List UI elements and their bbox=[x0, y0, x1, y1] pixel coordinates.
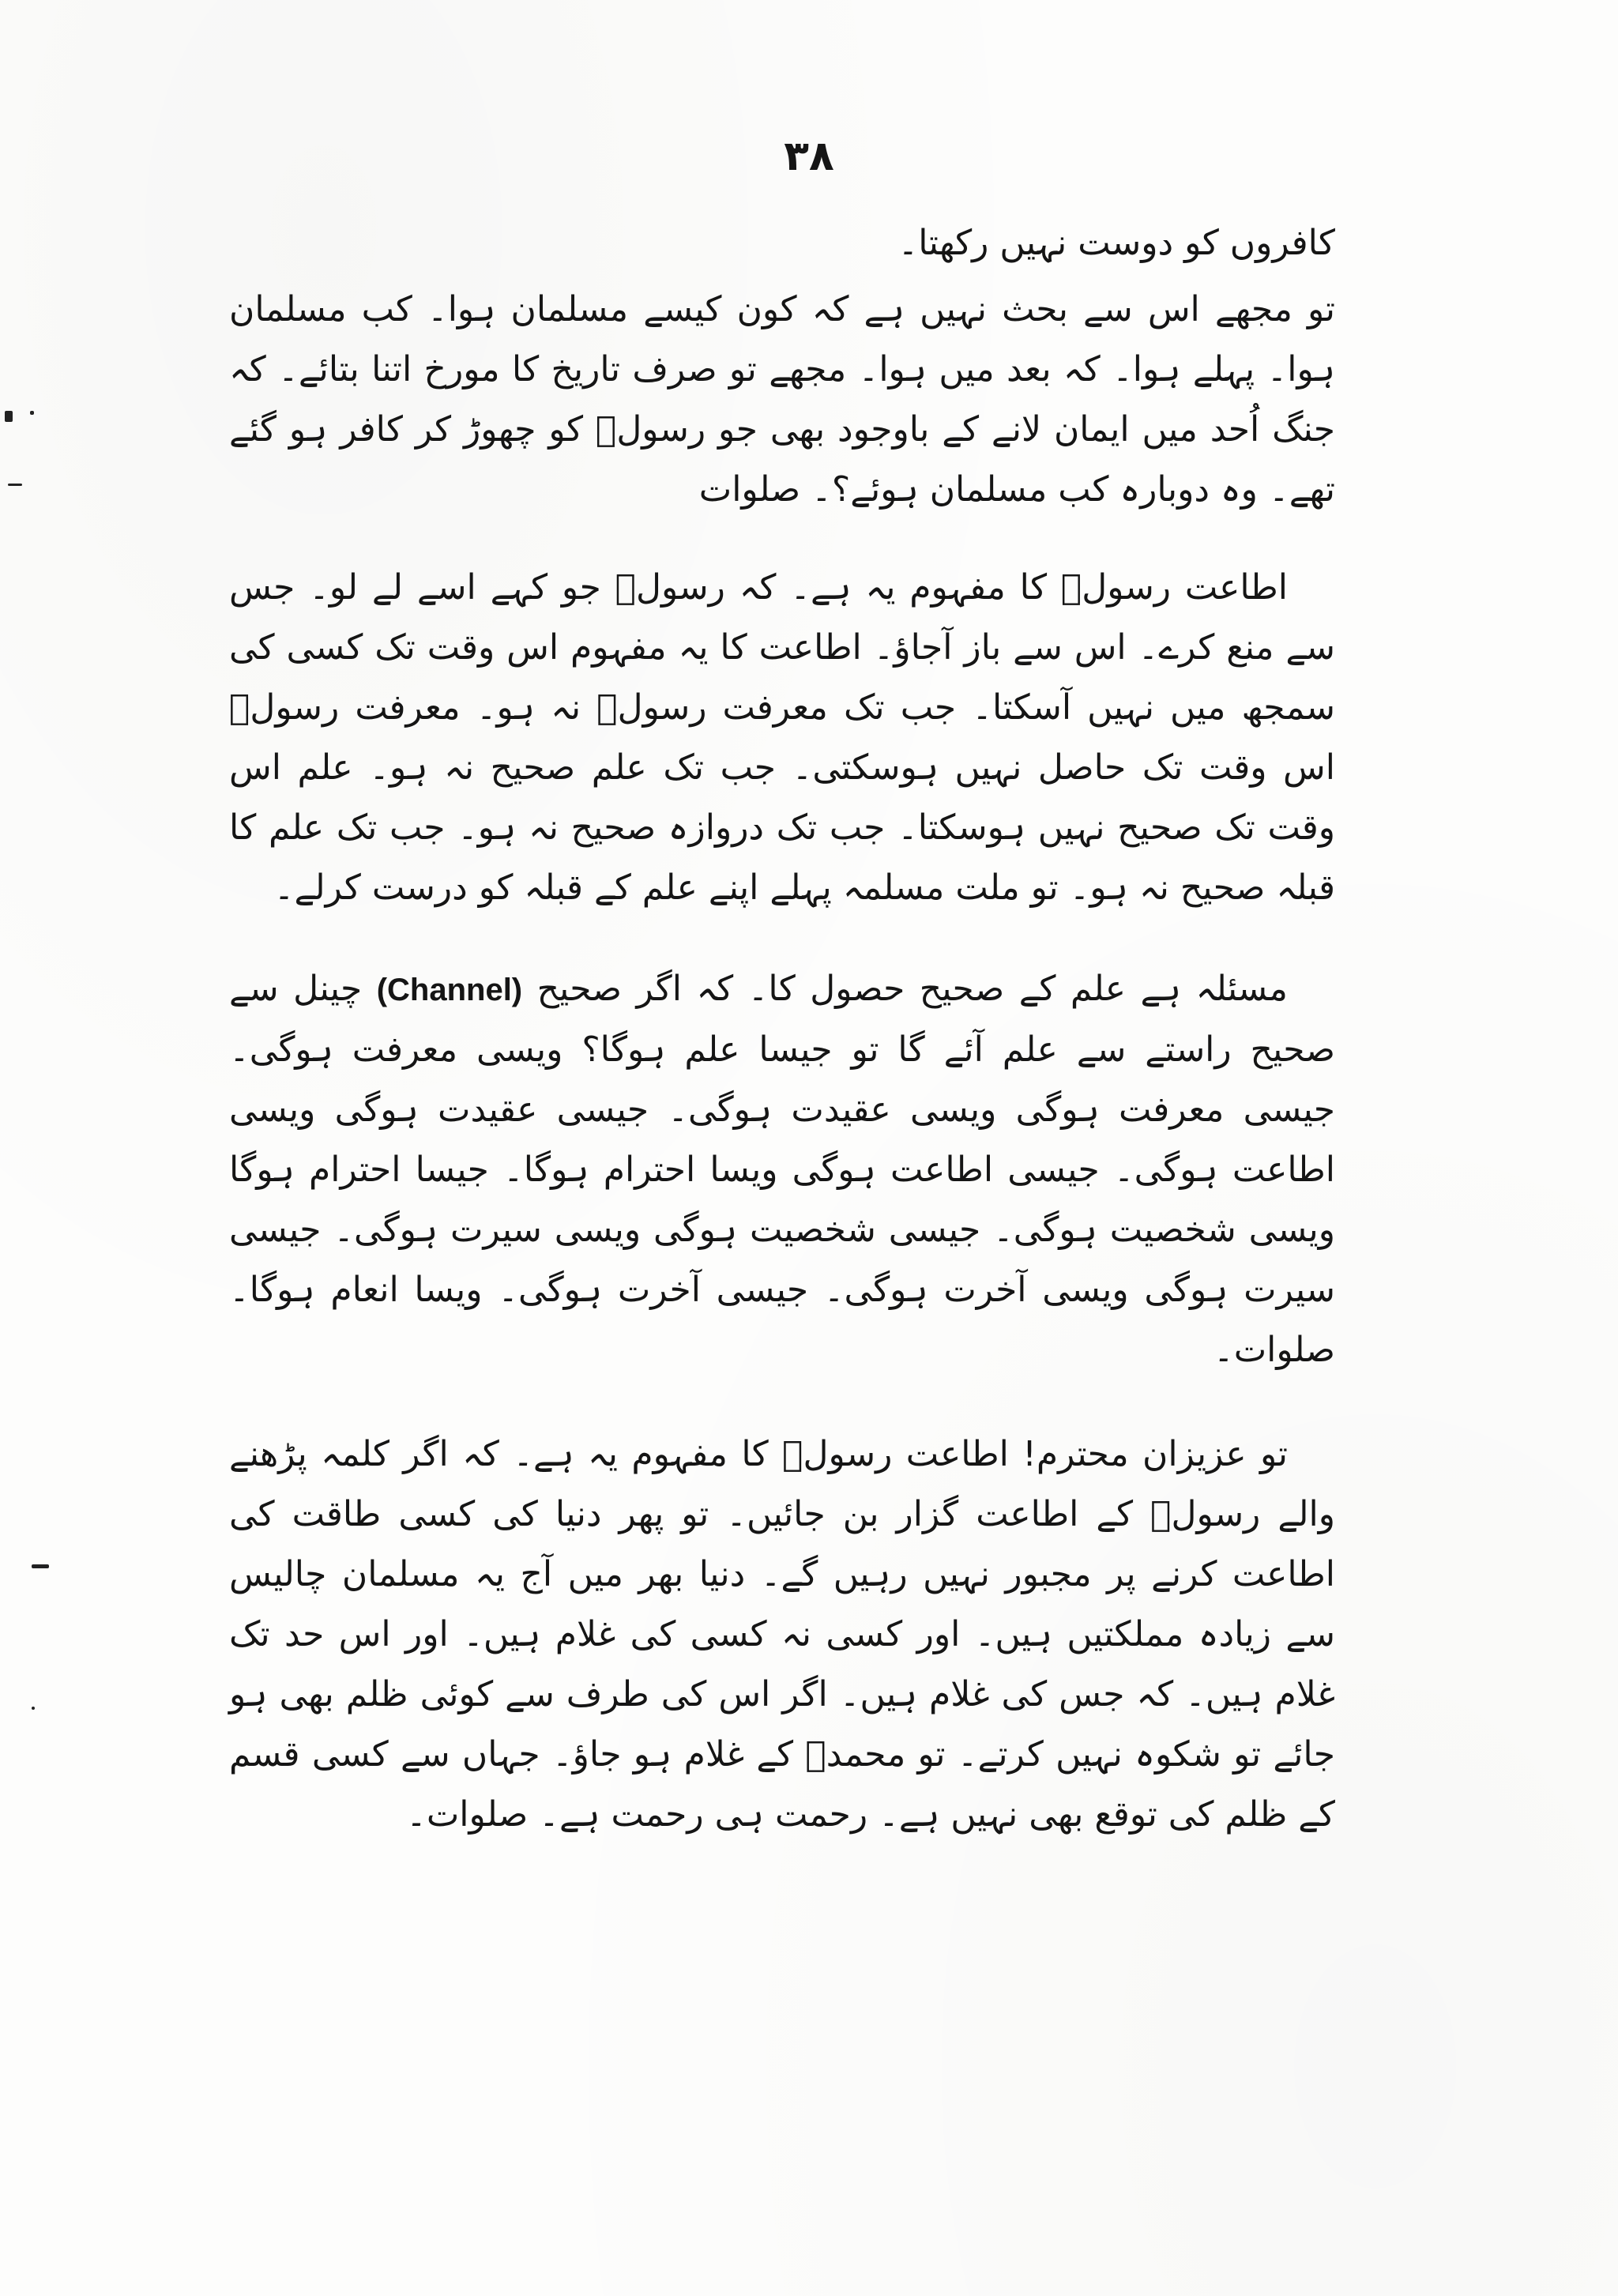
paragraph-2: تو مجھے اس سے بحث نہیں ہے کہ کون کیسے مسلمان ہوا۔ کب مسلمان ہوا۔ پہلے ہوا۔ کہ بعد میں ہوا۔ مجھے تو صرف تاریخ کا مورخ اتنا بتائے۔ کہ جنگ اُحد میں ایمان لانے کے باوجود بھی جو رسولؐ کو چھوڑ کر کافر ہو گئے تھے۔ وہ دوبارہ کب مسلمان ہوئے؟۔ صلوات bbox=[229, 289, 1335, 510]
paragraph-3: اطاعت رسولؐ کا مفہوم یہ ہے۔ کہ رسولؐ جو کہے اسے لے لو۔ جس سے منع کرے۔ اس سے باز آجاؤ۔ اطاعت کا یہ مفہوم اس وقت تک کسی کی سمجھ میں نہیں آسکتا۔ جب تک معرفت رسولؐ نہ ہو۔ معرفت رسولؐ اس وقت تک حاصل نہیں ہوسکتی۔ جب تک علم صحیح نہ ہو۔ علم اس وقت تک صحیح نہیں ہوسکتا۔ جب تک دروازہ صحیح نہ ہو۔ جب تک علم کا قبلہ صحیح نہ ہو۔ تو ملت مسلمہ پہلے اپنے علم کے قبلہ کو درست کرلے۔ bbox=[229, 567, 1335, 908]
scan-artifact-mark bbox=[5, 411, 13, 422]
paragraph-5: تو عزیزان محترم! اطاعت رسولؐ کا مفہوم یہ ہے۔ کہ اگر کلمہ پڑھنے والے رسولؐ کے اطاعت گزار بن جائیں۔ تو پھر دنیا کی کسی طاقت کی اطاعت کرنے پر مجبور نہیں رہیں گے۔ دنیا بھر میں آج یہ مسلمان چالیس سے زیادہ مملکتیں ہیں۔ اور کسی نہ کسی کی غلام ہیں۔ اور اس حد تک غلام ہیں۔ کہ جس کی غلام ہیں۔ اگر اس کی طرف سے کوئی ظلم بھی ہو جائے تو شکوہ نہیں کرتے۔ تو محمدؐ کے غلام ہو جاؤ۔ جہاں سے کسی قسم کے ظلم کی توقع بھی نہیں ہے۔ رحمت ہی رحمت ہے۔ صلوات۔ bbox=[229, 1434, 1335, 1835]
scan-artifact-mark bbox=[32, 1707, 35, 1710]
page-number: ۳۸ bbox=[784, 133, 834, 180]
scan-artifact-mark bbox=[32, 1564, 49, 1568]
paragraph-4-end: چینل سے صحیح راستے سے علم آئے گا تو جیسا علم ہوگا؟ ویسی معرفت ہوگی۔ جیسی معرفت ہوگی ویسی عقیدت ہوگی۔ جیسی عقیدت ہوگی ویسی اطاعت ہوگی۔ جیسی اطاعت ہوگی ویسا احترام ہوگا۔ جیسا احترام ہوگا ویسی شخصیت ہوگی۔ جیسی شخصیت ہوگی ویسی سیرت ہوگی۔ جیسی سیرت ہوگی ویسی آخرت ہوگی۔ جیسی آخرت ہوگی۔ ویسا انعام ہوگا۔ صلوات۔ bbox=[229, 969, 1335, 1370]
paragraph-1: کافروں کو دوست نہیں رکھتا۔ bbox=[897, 223, 1335, 263]
paragraph-4-start: مسئلہ ہے علم کے صحیح حصول کا۔ کہ اگر صحیح bbox=[522, 969, 1288, 1009]
channel-term: (Channel) bbox=[376, 973, 523, 1007]
scan-artifact-mark bbox=[8, 484, 22, 486]
page-body bbox=[229, 213, 1335, 1845]
paragraph-4 bbox=[229, 959, 1335, 1380]
scan-artifact-mark bbox=[30, 411, 34, 415]
